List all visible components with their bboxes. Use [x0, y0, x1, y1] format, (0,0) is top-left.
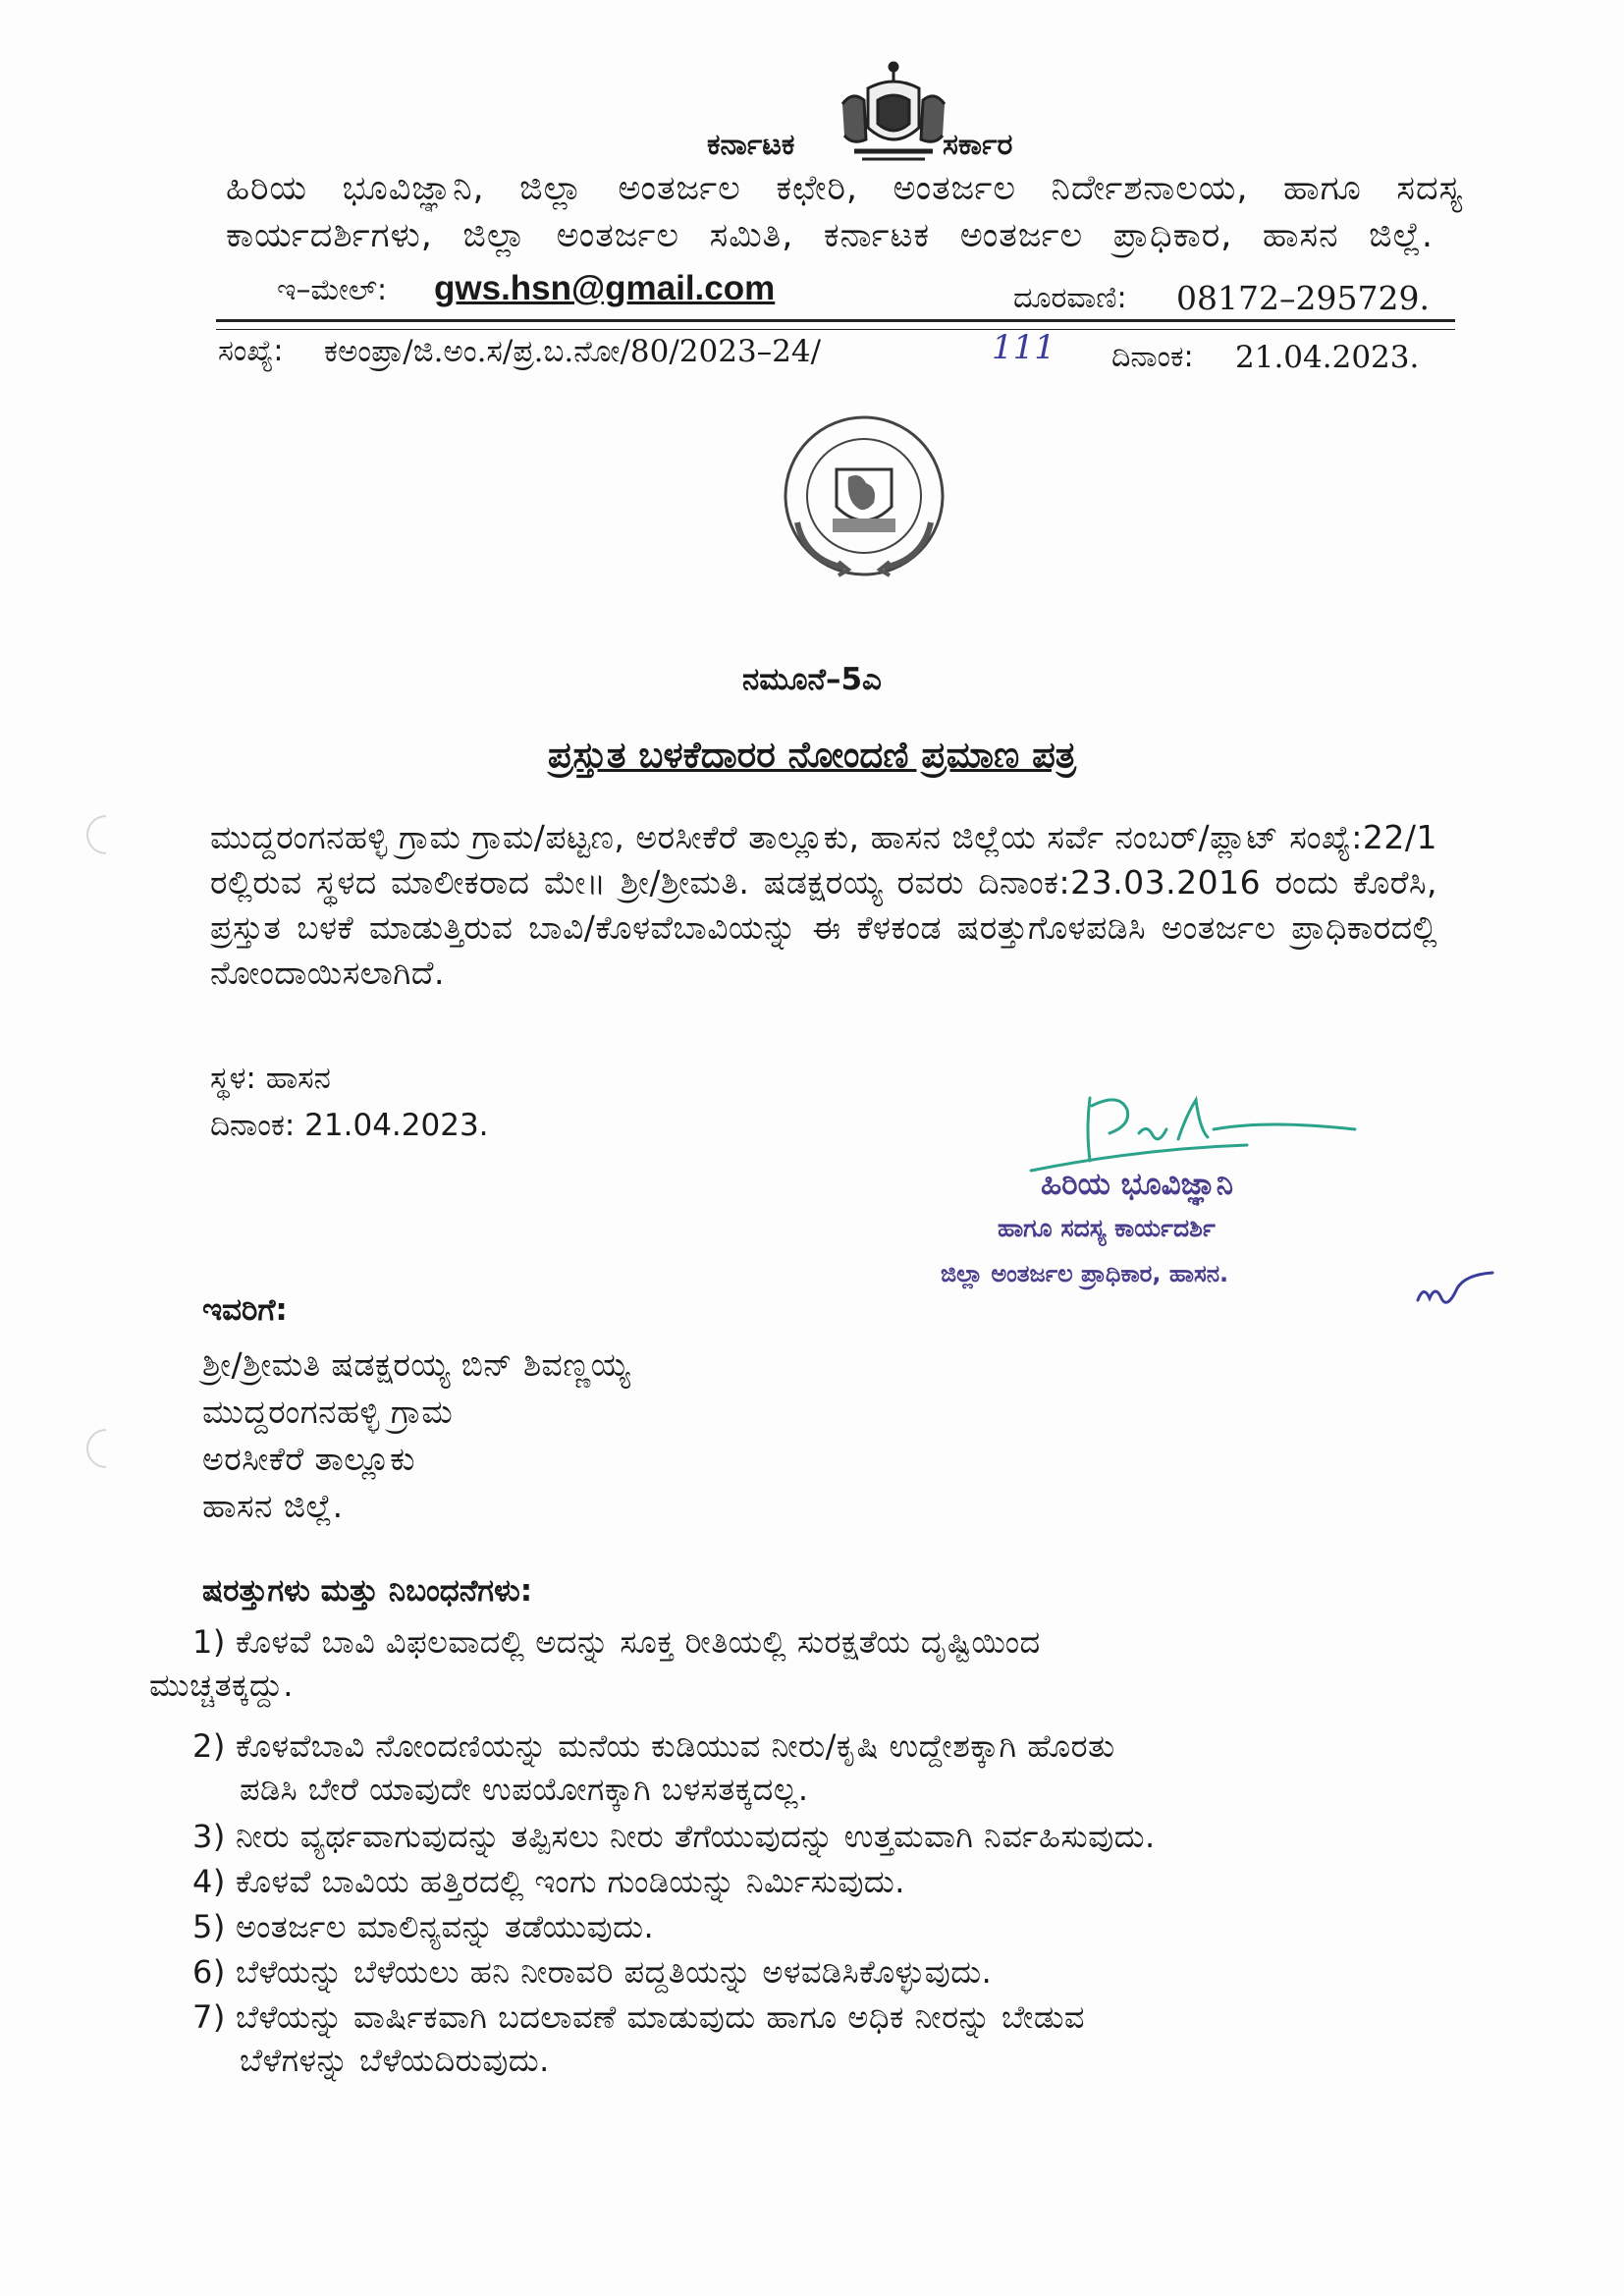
form-number: ನಮೂನೆ–5ಎ — [742, 662, 882, 697]
recipient-taluk: ಅರಸೀಕೆರೆ ತಾಲ್ಲೂಕು — [202, 1440, 416, 1478]
condition-number: 3) — [192, 1818, 226, 1855]
condition-number: 6) — [192, 1953, 226, 1991]
condition-text-continued: ಪಡಿಸಿ ಬೇರೆ ಯಾವುದೇ ಉಪಯೋಗಕ್ಕಾಗಿ ಬಳಸತಕ್ಕದಲ್ಲ. — [240, 1771, 809, 1808]
punch-hole-mark — [79, 1421, 135, 1477]
phone-number: 08172–295729. — [1176, 279, 1430, 317]
signatory-role: ಹಾಗೂ ಸದಸ್ಯ ಕಾರ್ಯದರ್ಶಿ — [998, 1214, 1216, 1242]
signing-date: ದಿನಾಂಕ: 21.04.2023. — [210, 1108, 489, 1143]
date-label: ದಿನಾಂಕ: — [1111, 340, 1194, 374]
condition-item — [192, 1905, 1430, 1948]
condition-text: ಕೊಳವೆಬಾವಿ ನೋಂದಣಿಯನ್ನು ಮನೆಯ ಕುಡಿಯುವ ನೀರು/ಕೃಷಿ ಉದ್ದೇಶಕ್ಕಾಗಿ ಹೊರತು — [236, 1727, 1115, 1765]
condition-text: ಕೊಳವೆ ಬಾವಿಯ ಹತ್ತಿರದಲ್ಲಿ ಇಂಗು ಗುಂಡಿಯನ್ನು ನಿರ್ಮಿಸುವುದು. — [236, 1863, 905, 1900]
condition-item — [192, 1860, 1430, 1903]
department-line-1: ಹಿರಿಯ ಭೂವಿಜ್ಞಾನಿ, ಜಿಲ್ಲಾ ಅಂತರ್ಜಲ ಕಛೇರಿ, ಅಂತರ್ಜಲ ನಿರ್ದೇಶನಾಲಯ, ಹಾಗೂ ಸದಸ್ಯ — [226, 169, 1463, 208]
condition-number: 1) — [192, 1623, 226, 1661]
condition-text-continued: ಬೆಳೆಗಳನ್ನು ಬೆಳೆಯದಿರುವುದು. — [240, 2042, 550, 2079]
punch-hole-mark — [79, 807, 135, 863]
government-name-left: ಕರ್ನಾಟಕ — [707, 128, 795, 162]
header-divider — [216, 319, 1455, 322]
recipient-district: ಹಾಸನ ಜಿಲ್ಲೆ. — [202, 1487, 344, 1525]
condition-number: 2) — [192, 1727, 226, 1765]
recipient-label: ಇವರಿಗೆ: — [202, 1292, 288, 1328]
condition-item — [192, 1815, 1430, 1858]
condition-text: ಬೆಳೆಯನ್ನು ಬೆಳೆಯಲು ಹನಿ ನೀರಾವರಿ ಪದ್ದತಿಯನ್ನು ಅಳವಡಿಸಿಕೊಳ್ಳುವುದು. — [236, 1953, 993, 1991]
issue-date: 21.04.2023. — [1235, 340, 1420, 375]
recipient-village: ಮುದ್ದರಂಗನಹಳ್ಳಿ ಗ್ರಾಮ — [202, 1393, 454, 1431]
page-title: ಪ್ರಸ್ತುತ ಬಳಕೆದಾರರ ನೋಂದಣಿ ಪ್ರಮಾಣ ಪತ್ರ — [548, 734, 1076, 776]
department-line-2: ಕಾರ್ಯದರ್ಶಿಗಳು, ಜಿಲ್ಲಾ ಅಂತರ್ಜಲ ಸಮಿತಿ, ಕರ್ನಾಟಕ ಅಂತರ್ಜಲ ಪ್ರಾಧಿಕಾರ, ಹಾಸನ ಜಿಲ್ಲೆ. — [226, 216, 1434, 255]
reference-number: ಕಅಂಪ್ರಾ/ಜಿ.ಅಂ.ಸ/ಪ್ರ.ಬ.ನೋ/80/2023–24/ — [324, 334, 822, 369]
recipient-name: ಶ್ರೀ/ಶ್ರೀಮತಿ ಷಡಕ್ಷರಯ್ಯ ಬಿನ್ ಶಿವಣ್ಣಯ್ಯ — [202, 1345, 631, 1384]
condition-text: ನೀರು ವ್ಯರ್ಥವಾಗುವುದನ್ನು ತಪ್ಪಿಸಲು ನೀರು ತೆಗೆಯುವುದನ್ನು ಉತ್ತಮವಾಗಿ ನಿರ್ವಹಿಸುವುದು. — [236, 1818, 1156, 1855]
condition-text: ಅಂತರ್ಜಲ ಮಾಲಿನ್ಯವನ್ನು ತಡೆಯುವುದು. — [236, 1908, 655, 1945]
condition-text: ಕೊಳವೆ ಬಾವಿ ವಿಫಲವಾದಲ್ಲಿ ಅದನ್ನು ಸೂಕ್ತ ರೀತಿಯಲ್ಲಿ ಸುರಕ್ಷತೆಯ ದೃಷ್ಟಿಯಿಂದ — [236, 1623, 1041, 1661]
conditions-heading: ಷರತ್ತುಗಳು ಮತ್ತು ನಿಬಂಧನೆಗಳು: — [202, 1573, 533, 1609]
email-label: ಇ–ಮೇಲ್: — [277, 273, 388, 307]
reference-label: ಸಂಖ್ಯೆ: — [218, 334, 284, 368]
signatory-office: ಜಿಲ್ಲಾ ಅಂತರ್ಜಲ ಪ್ರಾಧಿಕಾರ, ಹಾಸನ. — [941, 1260, 1229, 1287]
condition-item — [192, 1995, 1430, 2082]
condition-number: 4) — [192, 1863, 226, 1900]
signatory-designation: ಹಿರಿಯ ಭೂವಿಜ್ಞಾನಿ — [1041, 1167, 1233, 1202]
initials-mark — [1414, 1267, 1502, 1316]
header-divider — [216, 329, 1455, 330]
government-name-right: ಸರ್ಕಾರ — [943, 128, 1013, 162]
condition-item — [192, 1950, 1430, 1994]
place: ಸ್ಥಳ: ಹಾಸನ — [210, 1061, 331, 1096]
condition-number: 7) — [192, 1998, 226, 2036]
condition-text-continued: ಮುಚ್ಚತಕ್ಕದ್ದು. — [149, 1667, 294, 1704]
condition-number: 5) — [192, 1908, 226, 1945]
state-emblem-icon — [835, 61, 952, 167]
groundwater-authority-logo — [776, 412, 952, 579]
condition-item — [192, 1724, 1430, 1811]
email-address: gws.hsn@gmail.com — [434, 269, 776, 307]
certificate-body: ಮುದ್ದರಂಗನಹಳ್ಳಿ ಗ್ರಾಮ ಗ್ರಾಮ/ಪಟ್ಟಣ, ಅರಸೀಕೆರೆ ತಾಲ್ಲೂಕು, ಹಾಸನ ಜಿಲ್ಲೆಯ ಸರ್ವೆ ನಂಬರ್/ಪ್ಲಾಟ್ ಸಂಖ್ಯೆ:22/1 ರಲ್ಲಿರುವ ಸ್ಥಳದ ಮಾಲೀಕರಾದ ಮೇ॥ ಶ್ರೀ/ಶ್ರೀಮತಿ. ಷಡಕ್ಷರಯ್ಯ ರವರು ದಿನಾಂಕ:23.03.2016 ರಂದು ಕೊರೆಸಿ, ಪ್ರಸ್ತುತ ಬಳಕೆ ಮಾಡುತ್ತಿರುವ ಬಾವಿ/ಕೊಳವೆಬಾವಿಯನ್ನು ಈ ಕೆಳಕಂಡ ಷರತ್ತುಗೊಳಪಡಿಸಿ ಅಂತರ್ಜಲ ಪ್ರಾಧಿಕಾರದಲ್ಲಿ ನೋಂದಾಯಿಸಲಾಗಿದೆ. — [210, 818, 1437, 992]
phone-label: ದೂರವಾಣಿ: — [1013, 281, 1127, 315]
reference-handwritten-number: 111 — [992, 328, 1056, 367]
condition-text: ಬೆಳೆಯನ್ನು ವಾರ್ಷಿಕವಾಗಿ ಬದಲಾವಣೆ ಮಾಡುವುದು ಹಾಗೂ ಅಧಿಕ ನೀರನ್ನು ಬೇಡುವ — [236, 1998, 1085, 2036]
condition-item — [149, 1620, 1430, 1707]
